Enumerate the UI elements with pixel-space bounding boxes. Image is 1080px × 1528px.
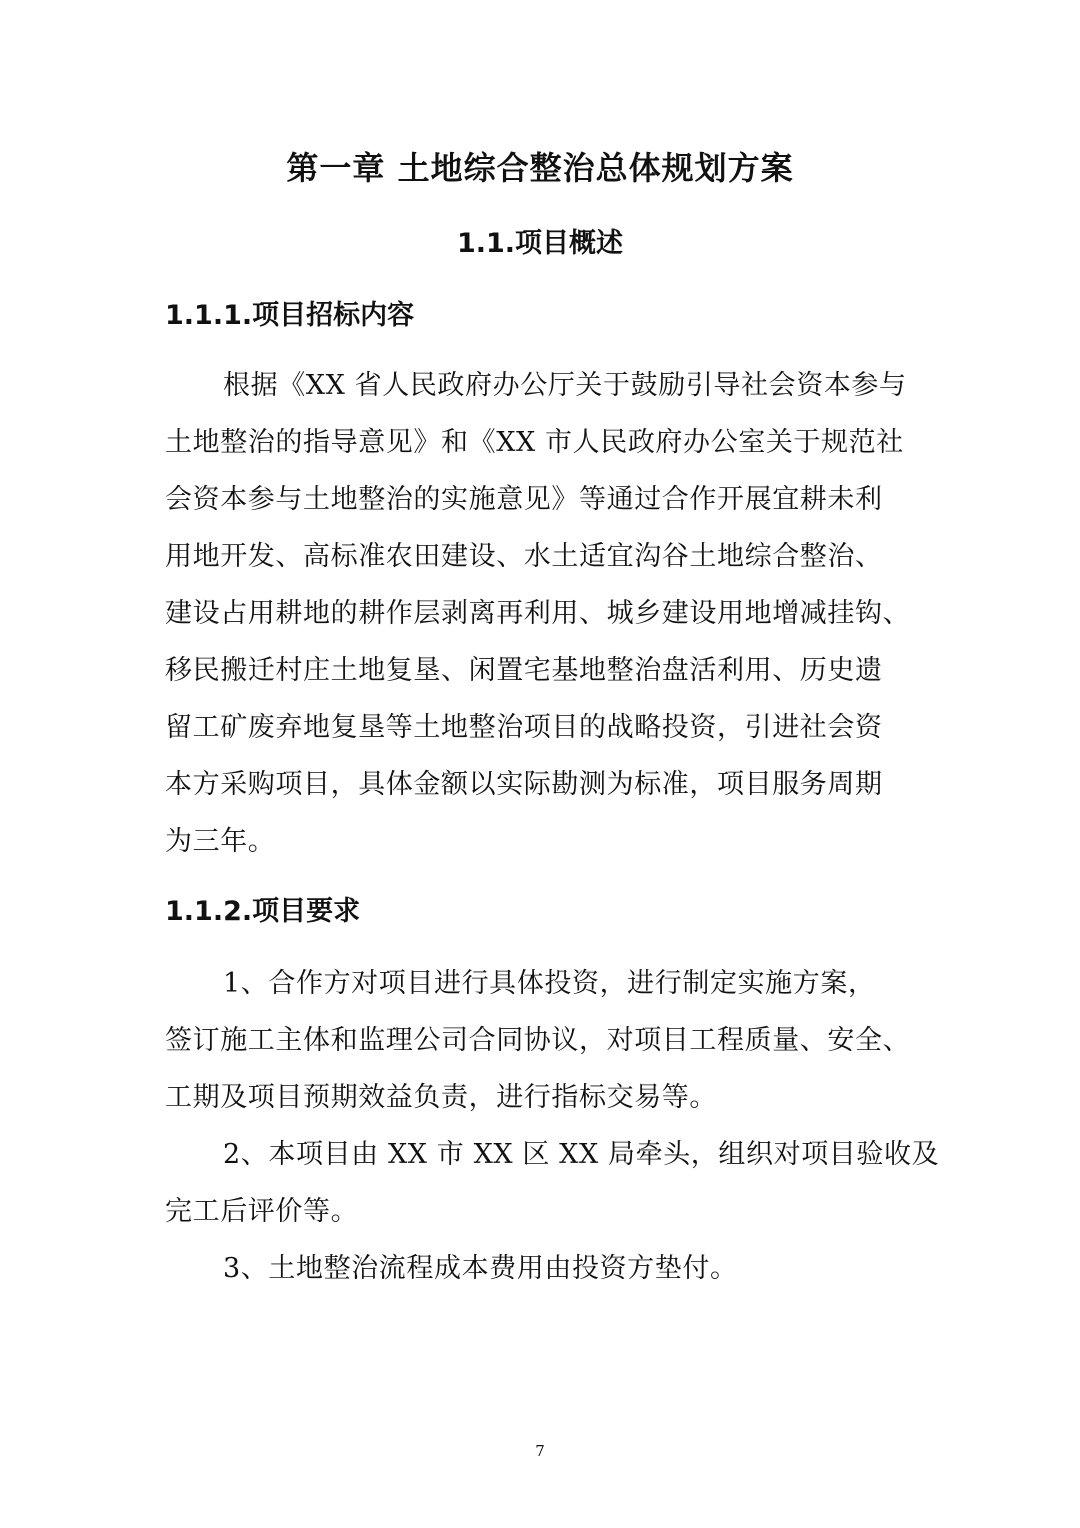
paragraph-line: 会资本参与土地整治的实施意见》等通过合作开展宜耕未利	[165, 484, 883, 515]
paragraph-line: 建设占用耕地的耕作层剥离再利用、城乡建设用地增减挂钩、	[165, 598, 911, 629]
paragraph-line: 3、土地整治流程成本费用由投资方垫付。	[223, 1253, 738, 1284]
subsection-title-tender-content: 1.1.1.项目招标内容	[165, 300, 415, 331]
paragraph-line: 1、合作方对项目进行具体投资，进行制定实施方案，	[223, 968, 876, 999]
section-title: 1.1.项目概述	[456, 228, 624, 259]
paragraph-tender-content	[165, 357, 925, 870]
paragraph-line: 为三年。	[165, 826, 276, 857]
paragraph-requirement-1	[165, 955, 925, 1126]
paragraph-line: 2、本项目由 XX 市 XX 区 XX 局牵头，组织对项目验收及	[223, 1139, 940, 1170]
subsection-title-project-requirements: 1.1.2.项目要求	[165, 896, 361, 927]
chapter-title: 第一章 土地综合整治总体规划方案	[286, 149, 794, 187]
paragraph-requirement-3	[165, 1240, 925, 1297]
paragraph-requirement-2	[165, 1126, 940, 1240]
paragraph-line: 完工后评价等。	[165, 1196, 359, 1227]
paragraph-line: 签订施工主体和监理公司合同协议，对项目工程质量、安全、	[165, 1025, 911, 1056]
page-number: 7	[535, 1442, 545, 1460]
paragraph-line: 用地开发、高标准农田建设、水土适宜沟谷土地综合整治、	[165, 541, 883, 572]
paragraph-line: 土地整治的指导意见》和《XX 市人民政府办公室关于规范社	[165, 427, 904, 458]
paragraph-line: 留工矿废弃地复垦等土地整治项目的战略投资，引进社会资	[165, 712, 883, 743]
paragraph-line: 工期及项目预期效益负责，进行指标交易等。	[165, 1082, 717, 1113]
paragraph-line: 移民搬迁村庄土地复垦、闲置宅基地整治盘活利用、历史遗	[165, 655, 883, 686]
paragraph-line: 根据《XX 省人民政府办公厅关于鼓励引导社会资本参与	[223, 370, 907, 401]
paragraph-line: 本方采购项目，具体金额以实际勘测为标准，项目服务周期	[165, 769, 883, 800]
